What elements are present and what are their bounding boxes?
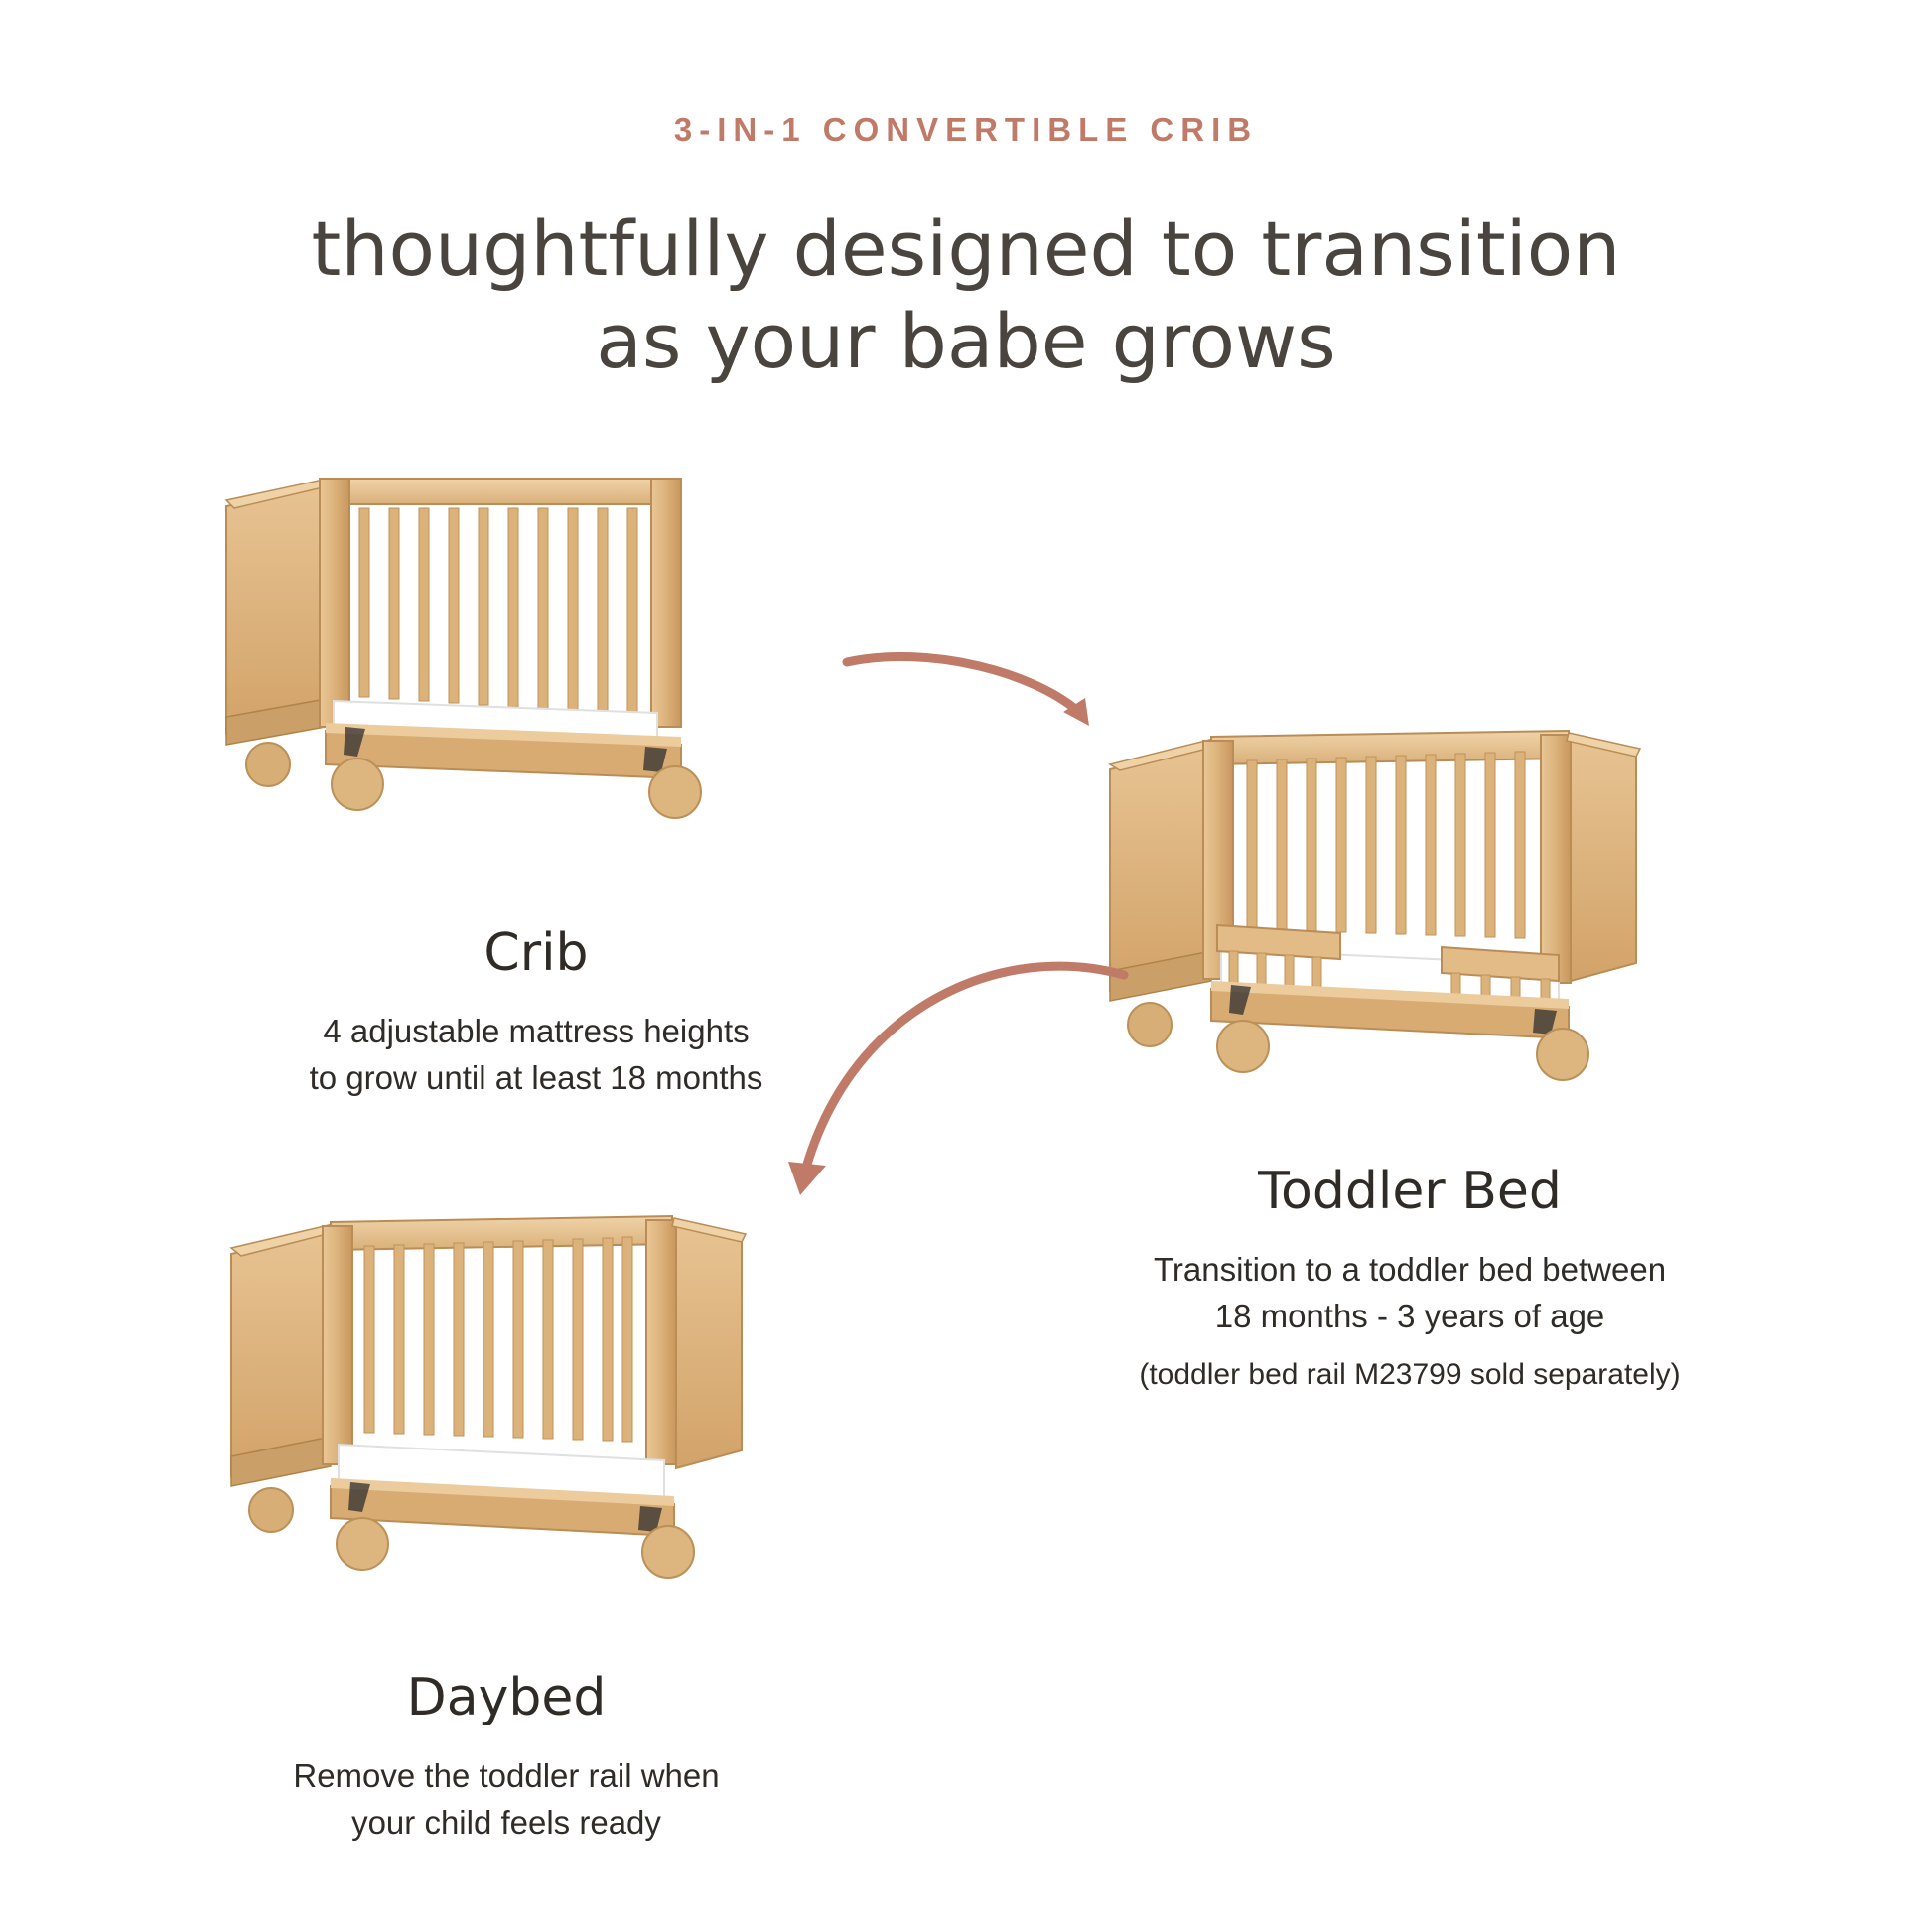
eyebrow-label: 3-IN-1 CONVERTIBLE CRIB [673, 111, 1259, 148]
toddler-bed-note: (toddler bed rail M23799 sold separately) [1139, 1357, 1681, 1391]
daybed-description-line-1: Remove the toddler rail when [293, 1757, 720, 1794]
toddler-bed-illustration [1092, 715, 1648, 1137]
crib-description [189, 1009, 884, 1102]
crib-to-toddler-arrow [839, 650, 1137, 784]
crib-illustration [208, 467, 745, 889]
crib-description-line-2: to grow until at least 18 months [309, 1058, 763, 1096]
toddler-bed-caption [1052, 1162, 1767, 1396]
daybed-description-line-2: your child feels ready [351, 1803, 661, 1841]
page-title [0, 204, 1932, 387]
daybed-title: Daybed [406, 1668, 607, 1727]
toddler-bed-description-line-1: Transition to a toddler bed between [1153, 1251, 1667, 1288]
toddler-bed-title: Toddler Bed [1258, 1162, 1562, 1221]
headline-line-1: thoughtfully designed to transition [311, 205, 1621, 293]
daybed-illustration [213, 1206, 750, 1628]
daybed-description [149, 1753, 864, 1847]
toddler-bed-description-line-2: 18 months - 3 years of age [1214, 1297, 1605, 1334]
toddler-bed-description [1052, 1247, 1767, 1340]
crib-title: Crib [483, 923, 589, 983]
headline-line-2: as your babe grows [596, 296, 1336, 385]
crib-caption [189, 923, 884, 1102]
daybed-caption [149, 1668, 864, 1847]
crib-description-line-1: 4 adjustable mattress heights [323, 1013, 750, 1049]
